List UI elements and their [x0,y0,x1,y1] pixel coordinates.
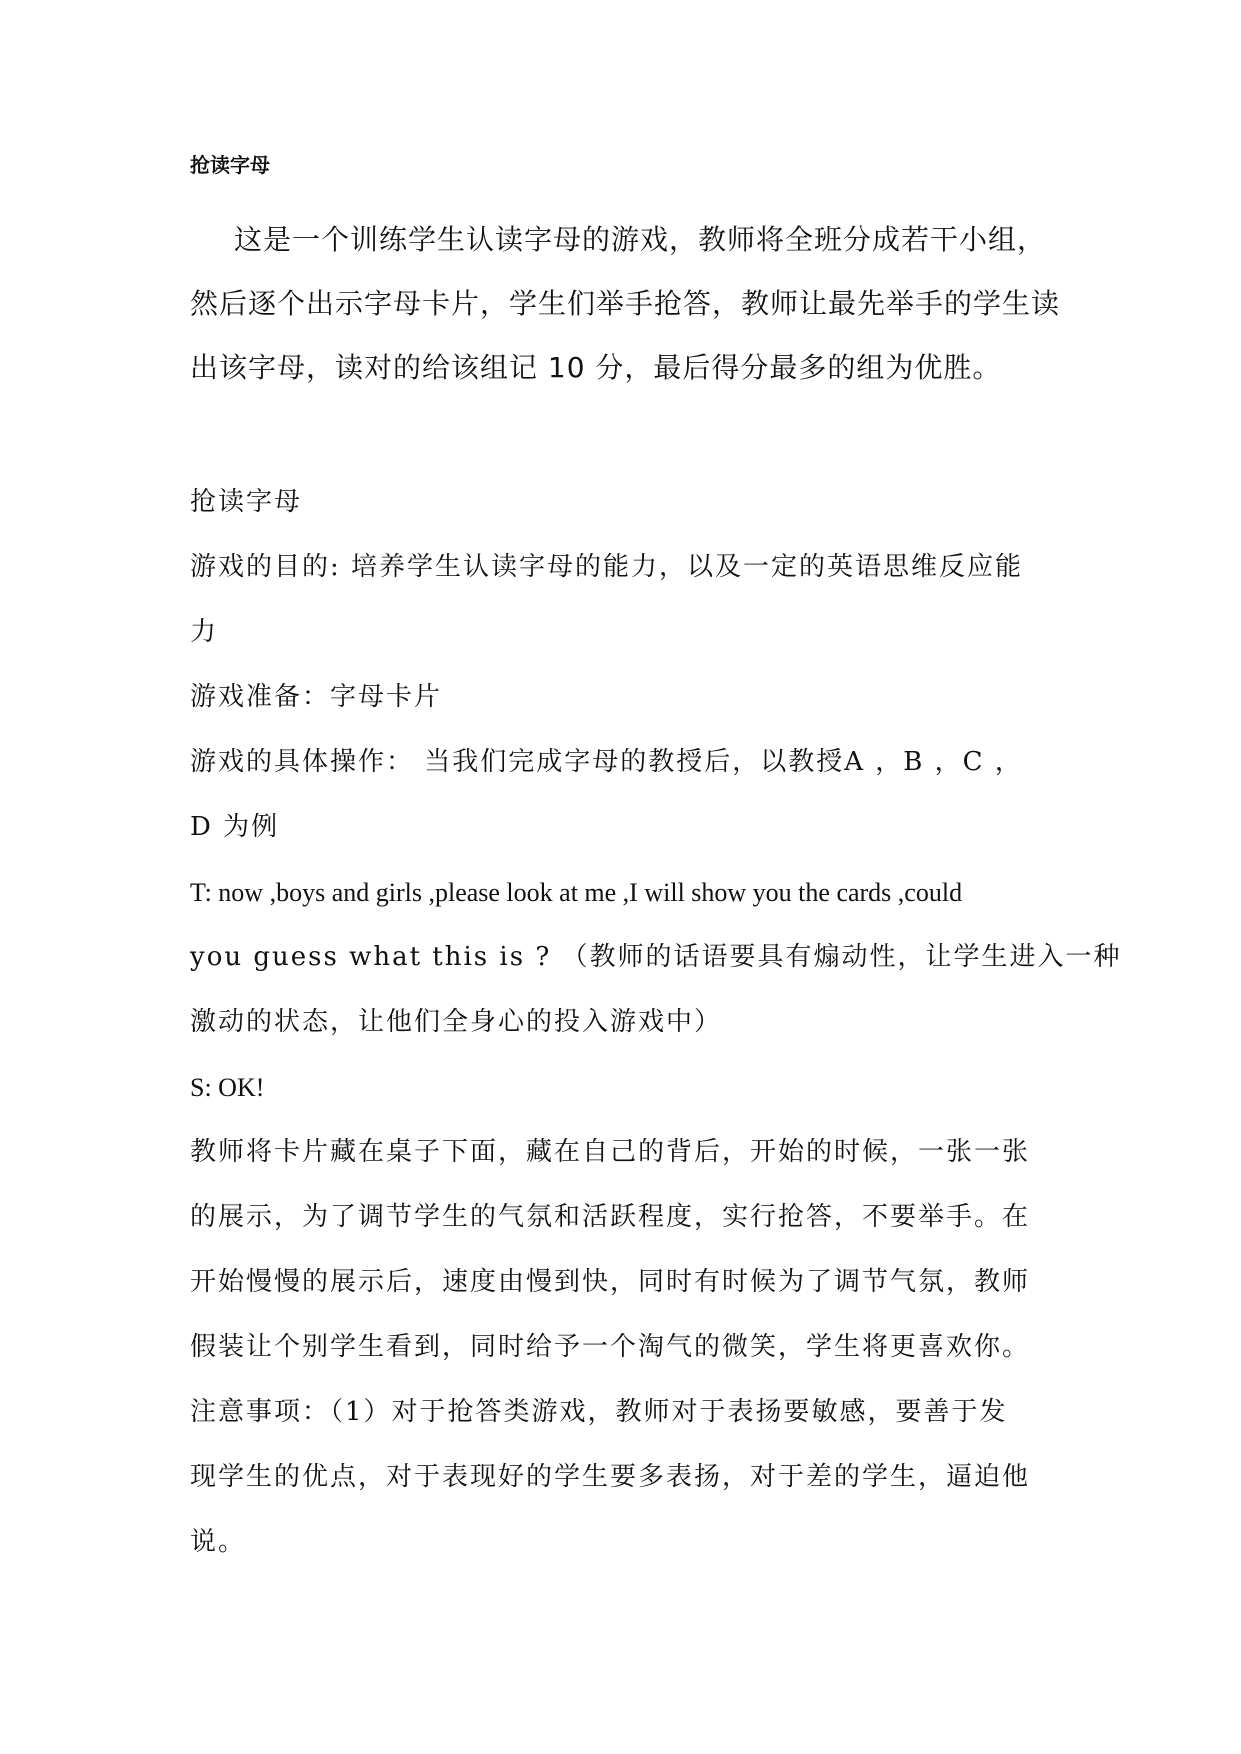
body-line: 说。 [190,1527,247,1557]
body-line: 假装让个别学生看到，同时给予一个淘气的微笑，学生将更喜欢你。 [190,1332,1031,1362]
intro-line: 然后逐个出示字母卡片，学生们举手抢答，教师让最先举手的学生读 [190,287,1061,320]
intro-paragraph [190,208,1065,400]
body-line: 激动的状态，让他们全身心的投入游戏中） [190,1007,723,1037]
body-line: 力 [190,617,219,647]
body-line: 现学生的优点，对于表现好的学生要多表扬，对于差的学生，逼迫他 [190,1462,1031,1492]
body-line: 开始慢慢的展示后，速度由慢到快，同时有时候为了调节气氛，教师 [190,1267,1031,1297]
game-title: 抢读字母 [190,487,303,517]
body-line: 游戏的目的: 培养学生认读字母的能力，以及一定的英语思维反应能 [190,552,1024,582]
body-line: 游戏的具体操作： 当我们完成字母的教授后，以教授A ，B ，C ， [190,747,1023,777]
dialogue-line: S: OK! [190,1073,265,1102]
dialogue-line: you guess what this is ? （教师的话语要具有煽动性，让学生进入一种 [190,942,1122,972]
intro-line: 这是一个训练学生认读字母的游戏，教师将全班分成若干小组， [234,223,1047,256]
dialogue-line: T: now ,boys and girls ,please look at me ,I will show you the cards ,could [190,878,963,907]
intro-line: 出该字母，读对的给该组记 10 分，最后得分最多的组为优胜。 [190,351,1002,384]
body-line: 注意事项：（1）对于抢答类游戏，教师对于表扬要敏感，要善于发 [190,1397,1008,1427]
body-line: 的展示，为了调节学生的气氛和活跃程度，实行抢答，不要举手。在 [190,1202,1031,1232]
body-line: 游戏准备：字母卡片 [190,682,443,712]
game-description [190,470,1122,1575]
body-line: D 为例 [190,812,280,842]
body-line: 教师将卡片藏在桌子下面，藏在自己的背后，开始的时候，一张一张 [190,1137,1031,1167]
section-heading: 抢读字母 [190,153,270,177]
